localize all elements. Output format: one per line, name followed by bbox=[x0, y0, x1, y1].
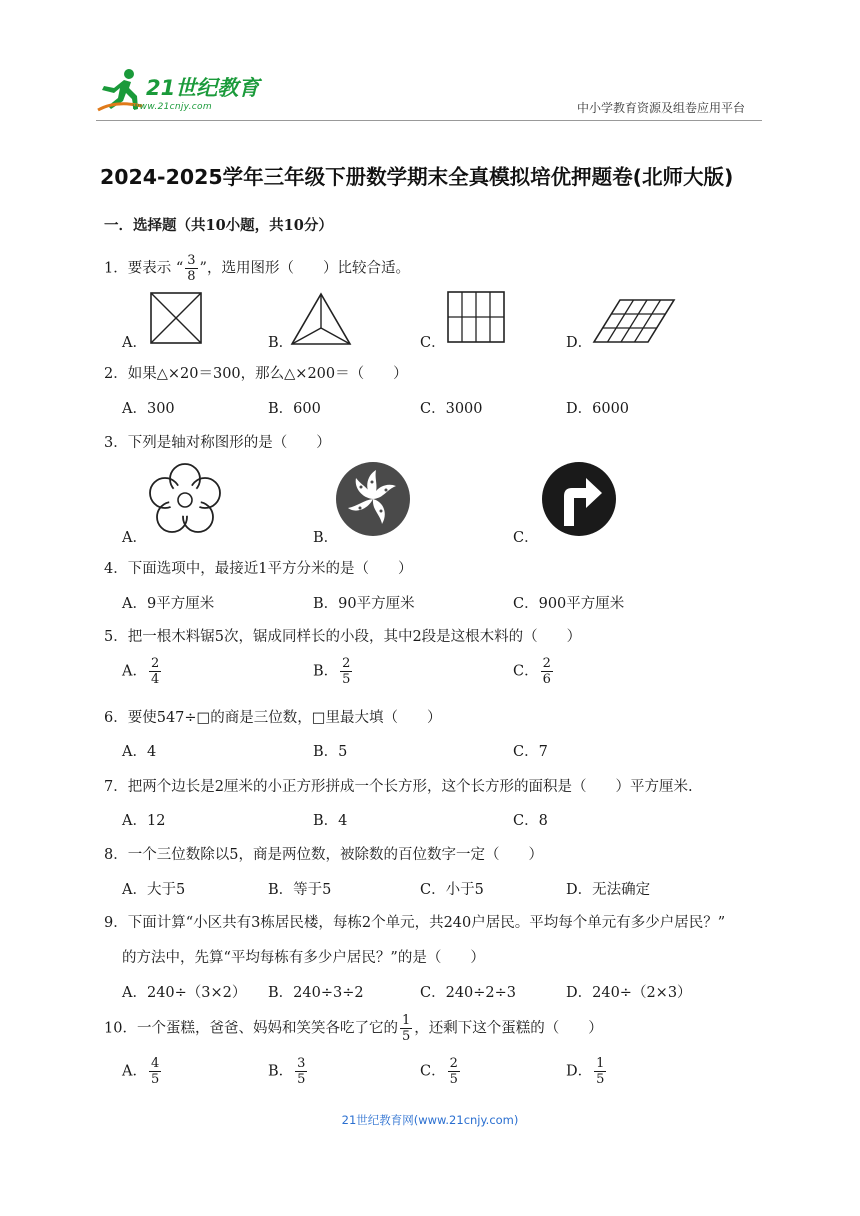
logo-url: www.21cnjy.com bbox=[132, 102, 212, 112]
logo-text: 21世纪教育 bbox=[146, 76, 260, 100]
question-2: 2．如果△×20＝300，那么△×200＝（ ） bbox=[104, 366, 408, 382]
q7-option-b[interactable]: B．4 bbox=[313, 813, 348, 829]
q9-option-c[interactable]: C．240÷2÷3 bbox=[420, 985, 517, 1001]
q2-option-d[interactable]: D．6000 bbox=[566, 401, 630, 417]
page-title: 2024-2025学年三年级下册数学期末全真模拟培优押题卷(北师大版) bbox=[100, 165, 734, 189]
q6-option-b[interactable]: B．5 bbox=[313, 744, 348, 760]
q7-option-a[interactable]: A．12 bbox=[122, 813, 166, 829]
question-9-cont: 的方法中，先算“平均每栋有多少户居民？”的是（ ） bbox=[122, 950, 485, 966]
q5-option-b[interactable]: B． $\frac{2}{5}$ bbox=[313, 656, 351, 687]
q6-option-c[interactable]: C．7 bbox=[513, 744, 548, 760]
fraction: $\frac{3}{5}$ bbox=[297, 1056, 306, 1087]
fraction: $\frac{3}{8}$ bbox=[187, 253, 196, 284]
grid-rectangle-figure bbox=[447, 291, 505, 343]
q8-option-b[interactable]: B．等于5 bbox=[268, 882, 332, 898]
q1-option-c[interactable]: C． bbox=[420, 335, 446, 351]
footer-text[interactable]: 21世纪教育网(www.21cnjy.com) bbox=[341, 1113, 519, 1127]
q4-option-b[interactable]: B．90平方厘米 bbox=[313, 596, 415, 612]
q9-option-b[interactable]: B．240÷3÷2 bbox=[268, 985, 364, 1001]
right-turn-sign-figure bbox=[540, 460, 618, 538]
q6-option-a[interactable]: A．4 bbox=[122, 744, 157, 760]
logo bbox=[96, 66, 266, 116]
q1-option-d[interactable]: D． bbox=[566, 335, 593, 351]
q10-option-a[interactable]: A． $\frac{4}{5}$ bbox=[122, 1056, 160, 1087]
question-9: 9．下面计算“小区共有3栋居民楼，每栋2个单元，共240户居民。平均每个单元有多少户居民？” bbox=[104, 915, 726, 931]
q5-option-c[interactable]: C． $\frac{2}{6}$ bbox=[513, 656, 551, 687]
fraction: $\frac{2}{6}$ bbox=[542, 656, 551, 687]
fraction: $\frac{1}{5}$ bbox=[401, 1013, 411, 1044]
q10-option-d[interactable]: D． $\frac{1}{5}$ bbox=[566, 1056, 605, 1087]
q4-option-c[interactable]: C．900平方厘米 bbox=[513, 596, 625, 612]
q8-option-c[interactable]: C．小于5 bbox=[420, 882, 484, 898]
parallelogram-grid-figure bbox=[592, 298, 676, 344]
fraction: $\frac{2}{5}$ bbox=[449, 1056, 458, 1087]
q3-option-a[interactable]: A． bbox=[122, 530, 147, 546]
section-heading: 一．选择题（共10小题，共10分） bbox=[104, 217, 333, 234]
question-8: 8．一个三位数除以5，商是两位数，被除数的百位数字一定（ ） bbox=[104, 847, 543, 863]
bauhinia-emblem-figure bbox=[334, 460, 412, 538]
q8-option-d[interactable]: D．无法确定 bbox=[566, 882, 651, 898]
question-7: 7．把两个边长是2厘米的小正方形拼成一个长方形，这个长方形的面积是（ ）平方厘米. bbox=[104, 779, 693, 795]
triangle-figure bbox=[290, 292, 352, 346]
q3-option-b[interactable]: B． bbox=[313, 530, 339, 546]
q2-option-b[interactable]: B．600 bbox=[268, 401, 321, 417]
header-right-text: 中小学教育资源及组卷应用平台 bbox=[577, 101, 746, 115]
q1-option-a[interactable]: A． bbox=[122, 335, 147, 351]
flower-figure bbox=[147, 462, 223, 538]
q9-option-a[interactable]: A．240÷（3×2） bbox=[122, 985, 247, 1001]
q2-option-c[interactable]: C．3000 bbox=[420, 401, 483, 417]
q8-option-a[interactable]: A．大于5 bbox=[122, 882, 186, 898]
q4-option-a[interactable]: A．9平方厘米 bbox=[122, 596, 215, 612]
question-6: 6．要使547÷□的商是三位数，□里最大填（ ） bbox=[104, 710, 442, 726]
q3-option-c[interactable]: C． bbox=[513, 530, 539, 546]
q1-option-b[interactable]: B． bbox=[268, 335, 294, 351]
q10-option-b[interactable]: B． $\frac{3}{5}$ bbox=[268, 1056, 306, 1087]
question-1: 1．要表示 “ $\frac{3}{8}$ ”，选用图形（ ）比较合适。 bbox=[104, 253, 410, 284]
q5-option-a[interactable]: A． $\frac{2}{4}$ bbox=[122, 656, 160, 687]
question-4: 4．下面选项中，最接近1平方分米的是（ ） bbox=[104, 561, 413, 577]
fraction: $\frac{1}{5}$ bbox=[596, 1056, 605, 1087]
header-rule bbox=[96, 120, 762, 121]
fraction: $\frac{2}{4}$ bbox=[150, 656, 160, 687]
question-5: 5．把一根木料锯5次，锯成同样长的小段，其中2段是这根木料的（ ） bbox=[104, 629, 582, 645]
q2-option-a[interactable]: A．300 bbox=[122, 401, 175, 417]
question-10: 10．一个蛋糕，爸爸、妈妈和笑笑各吃了它的 $\frac{1}{5}$ ，还剩下这个蛋糕的（ ） bbox=[104, 1013, 603, 1044]
fraction: $\frac{2}{5}$ bbox=[342, 656, 351, 687]
q7-option-c[interactable]: C．8 bbox=[513, 813, 548, 829]
fraction: $\frac{4}{5}$ bbox=[150, 1056, 160, 1087]
question-3: 3．下列是轴对称图形的是（ ） bbox=[104, 435, 331, 451]
q9-option-d[interactable]: D．240÷（2×3） bbox=[566, 985, 692, 1001]
q10-option-c[interactable]: C． $\frac{2}{5}$ bbox=[420, 1056, 458, 1087]
square-x-figure bbox=[150, 292, 202, 344]
